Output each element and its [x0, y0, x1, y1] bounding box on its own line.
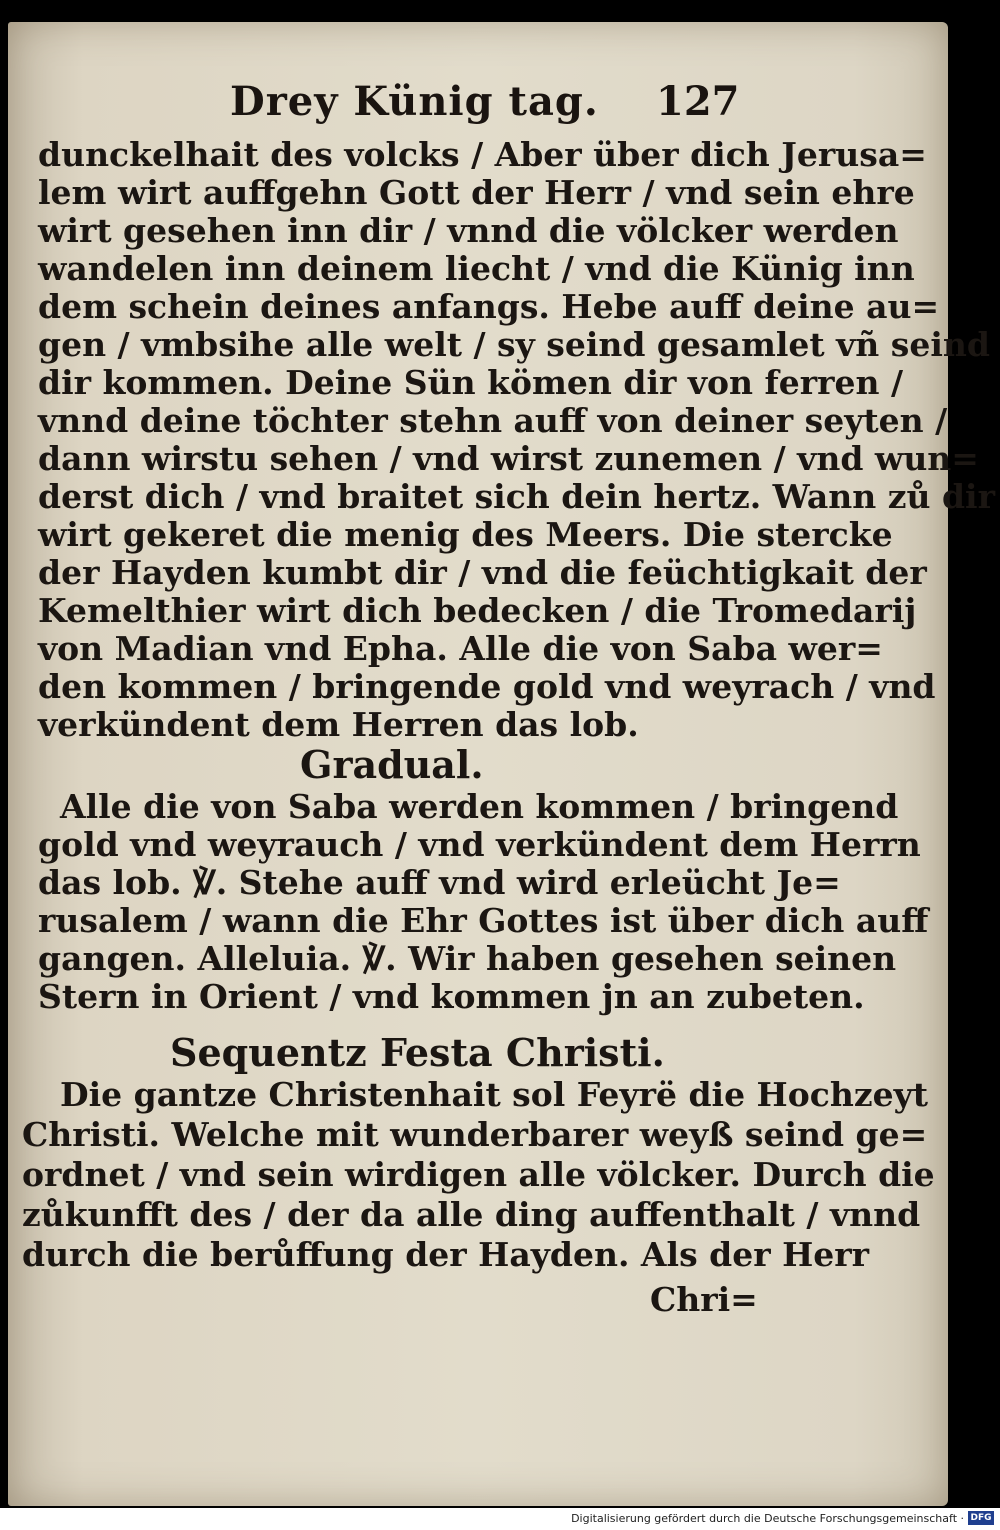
text-line: von Madian vnd Epha. Alle die von Saba wer= — [38, 629, 883, 668]
text-line: vnnd deine töchter stehn auff von deiner seyten / — [38, 401, 948, 440]
text-line: den kommen / bringende gold vnd weyrach / vnd — [38, 667, 936, 706]
text-line: gen / vmbsihe alle welt / sy seind gesamlet vñ seind — [38, 325, 990, 364]
text-line: Alle die von Saba werden kommen / bringend — [60, 787, 899, 826]
catchword: Chri= — [650, 1280, 758, 1319]
text-line: dem schein deines anfangs. Hebe auff deine au= — [38, 287, 940, 326]
page-header — [0, 78, 1000, 130]
text-line: verkündent dem Herren das lob. — [38, 705, 639, 744]
running-head: Drey Künig tag. — [230, 78, 599, 125]
text-line: durch die berůffung der Hayden. Als der Herr — [22, 1235, 870, 1274]
text-line: wandelen inn deinem liecht / vnd die Künig inn — [38, 249, 915, 288]
dfg-logo: DFG — [968, 1511, 994, 1525]
text-line: gold vnd weyrauch / vnd verkündent dem Herrn — [38, 825, 921, 864]
text-line: ordnet / vnd sein wirdigen alle völcker. Durch die — [22, 1155, 935, 1194]
sequence-heading: Sequentz Festa Christi. — [170, 1030, 665, 1075]
text-line: Stern in Orient / vnd kommen jn an zubeten. — [38, 977, 865, 1016]
gradual-heading: Gradual. — [300, 742, 484, 787]
text-line: gangen. Alleluia. ℣. Wir haben gesehen seinen — [38, 939, 897, 978]
text-line: dir kommen. Deine Sün kömen dir von ferren / — [38, 363, 904, 402]
text-line: das lob. ℣. Stehe auff vnd wird erleücht Je= — [38, 863, 841, 902]
text-line: Die gantze Christenhait sol Feyrë die Hochzeyt — [60, 1075, 928, 1114]
text-line: dunckelhait des volcks / Aber über dich Jerusa= — [38, 135, 927, 174]
text-line: derst dich / vnd braitet sich dein hertz. Wann zů dir — [38, 477, 995, 516]
digitization-credit: Digitalisierung gefördert durch die Deutsche Forschungsgemeinschaft · — [571, 1512, 964, 1525]
text-line: wirt gekeret die menig des Meers. Die stercke — [38, 515, 893, 554]
text-line: Kemelthier wirt dich bedecken / die Tromedarij — [38, 591, 917, 630]
text-line: lem wirt auffgehn Gott der Herr / vnd sein ehre — [38, 173, 915, 212]
text-line: rusalem / wann die Ehr Gottes ist über dich auff — [38, 901, 929, 940]
text-line: Christi. Welche mit wunderbarer weyß seind ge= — [22, 1115, 928, 1154]
text-line: dann wirstu sehen / vnd wirst zunemen / vnd wun= — [38, 439, 979, 478]
text-line: wirt gesehen inn dir / vnnd die völcker werden — [38, 211, 899, 250]
page-number: 127 — [656, 78, 740, 125]
text-line: zůkunfft des / der da alle ding auffenthalt / vnnd — [22, 1195, 921, 1234]
text-line: der Hayden kumbt dir / vnd die feüchtigkait der — [38, 553, 927, 592]
